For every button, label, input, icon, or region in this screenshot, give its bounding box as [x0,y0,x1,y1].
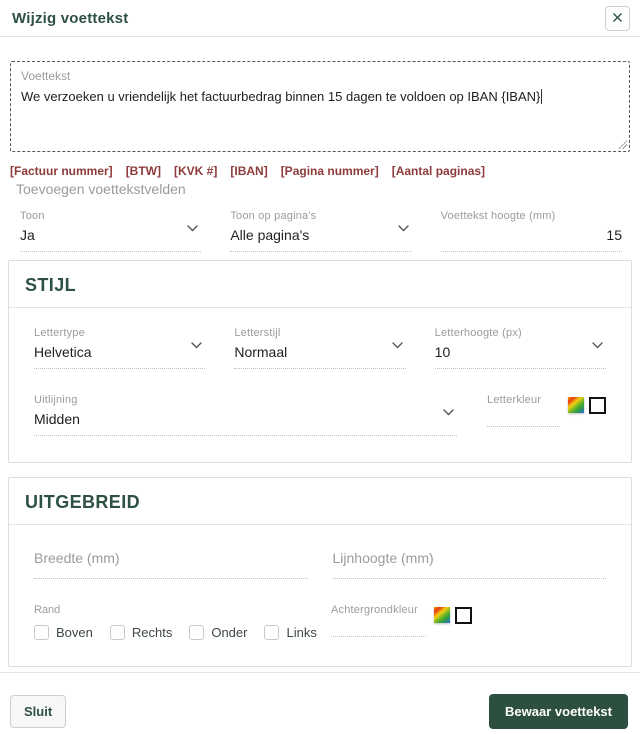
achtergrondkleur-gradient-swatch[interactable] [434,607,450,623]
footer-divider [0,672,640,673]
rand-boven-label: Boven [56,625,93,640]
tag-btw[interactable]: [BTW] [125,164,162,178]
letterstijl-label: Letterstijl [234,327,281,339]
checkbox-links[interactable] [264,625,279,640]
uitlijning-select[interactable] [34,394,457,436]
voettekst-textarea[interactable] [10,61,630,152]
chevron-down-icon [397,224,410,233]
tag-pagina-nummer[interactable]: [Pagina nummer] [280,164,379,178]
breedte-input[interactable] [34,544,308,579]
voettekst-hoogte-label: Voettekst hoogte (mm) [440,210,556,222]
checkbox-onder[interactable] [189,625,204,640]
uitlijning-label: Uitlijning [34,394,78,406]
field-tags-row [10,164,630,178]
voettekst-hoogte-input[interactable] [441,210,622,252]
achtergrondkleur-white-swatch[interactable] [455,607,472,624]
rand-links-option[interactable] [264,625,316,640]
bewaar-voettekst-button[interactable]: Bewaar voettekst [489,694,628,729]
resize-handle-icon[interactable] [618,140,627,149]
checkbox-boven[interactable] [34,625,49,640]
uitgebreid-panel [8,477,632,667]
close-icon [612,11,623,25]
rand-boven-option[interactable] [34,625,93,640]
chevron-down-icon [442,408,455,417]
rand-rechts-option[interactable] [110,625,172,640]
stijl-fields-row-1 [34,327,606,369]
dialog-footer [10,694,628,729]
chevron-down-icon [591,341,604,350]
toon-op-paginas-select[interactable] [230,210,411,252]
close-button[interactable] [605,6,630,31]
checkbox-rechts[interactable] [110,625,125,640]
chevron-down-icon [391,341,404,350]
dialog-title: Wijzig voettekst [12,9,129,27]
letterhoogte-value: 10 [434,344,451,360]
rand-onder-option[interactable] [189,625,247,640]
rand-links-label: Links [286,625,317,640]
toon-label: Toon [20,210,45,222]
lettertype-value: Helvetica [34,344,92,360]
uitgebreid-fields-row-1 [34,544,606,579]
tag-kvk[interactable]: [KVK #] [174,164,218,178]
lijnhoogte-placeholder: Lijnhoogte (mm) [332,550,434,566]
achtergrondkleur-underline [331,636,426,637]
toon-select[interactable] [20,210,201,252]
stijl-panel [8,260,632,463]
tag-iban[interactable]: [IBAN] [230,164,268,178]
breedte-placeholder: Breedte (mm) [34,550,120,566]
letterstijl-select[interactable] [234,327,405,369]
rand-group [34,604,331,640]
chevron-down-icon [190,341,203,350]
toon-value: Ja [20,227,35,243]
uitgebreid-body [9,525,631,666]
uitgebreid-heading: UITGEBREID [25,492,141,512]
letterhoogte-label: Letterhoogte (px) [434,327,522,339]
toon-op-paginas-value: Alle pagina's [230,227,310,243]
general-fields-row [20,210,622,252]
lijnhoogte-input[interactable] [333,544,607,579]
uitlijning-value: Midden [34,411,80,427]
achtergrondkleur-label: Achtergrondkleur [331,604,418,616]
lettertype-select[interactable] [34,327,205,369]
rand-rechts-label: Rechts [131,625,173,640]
chevron-down-icon [186,224,199,233]
letterstijl-value: Normaal [234,344,288,360]
toon-op-paginas-label: Toon op pagina's [230,210,317,222]
letterkleur-gradient-swatch[interactable] [568,397,584,413]
voettekst-hoogte-value: 15 [606,227,622,243]
tag-factuur-nummer[interactable]: [Factuur nummer] [10,164,113,178]
lettertype-label: Lettertype [34,327,85,339]
letterkleur-field [487,394,606,436]
letterkleur-white-swatch[interactable] [589,397,606,414]
uitgebreid-fields-row-2 [34,604,606,640]
sluit-button[interactable]: Sluit [10,695,66,728]
letterkleur-label: Letterkleur [487,394,542,406]
stijl-fields-row-2 [34,394,606,436]
stijl-body [9,308,631,462]
dialog-header [0,0,640,37]
voettekst-value: We verzoeken u vriendelijk het factuurbedrag binnen 15 dagen te voldoen op IBAN {IBAN} [21,88,619,106]
tag-aantal-paginas[interactable]: [Aantal paginas] [391,164,486,178]
letterkleur-underline [487,426,560,427]
rand-label: Rand [34,604,61,616]
achtergrondkleur-field [331,604,606,640]
voettekst-label: Voettekst [21,69,71,83]
letterhoogte-select[interactable] [435,327,606,369]
stijl-heading: STIJL [25,275,77,295]
rand-onder-label: Onder [211,625,248,640]
field-tags-hint: Toevoegen voettekstvelden [16,181,186,197]
